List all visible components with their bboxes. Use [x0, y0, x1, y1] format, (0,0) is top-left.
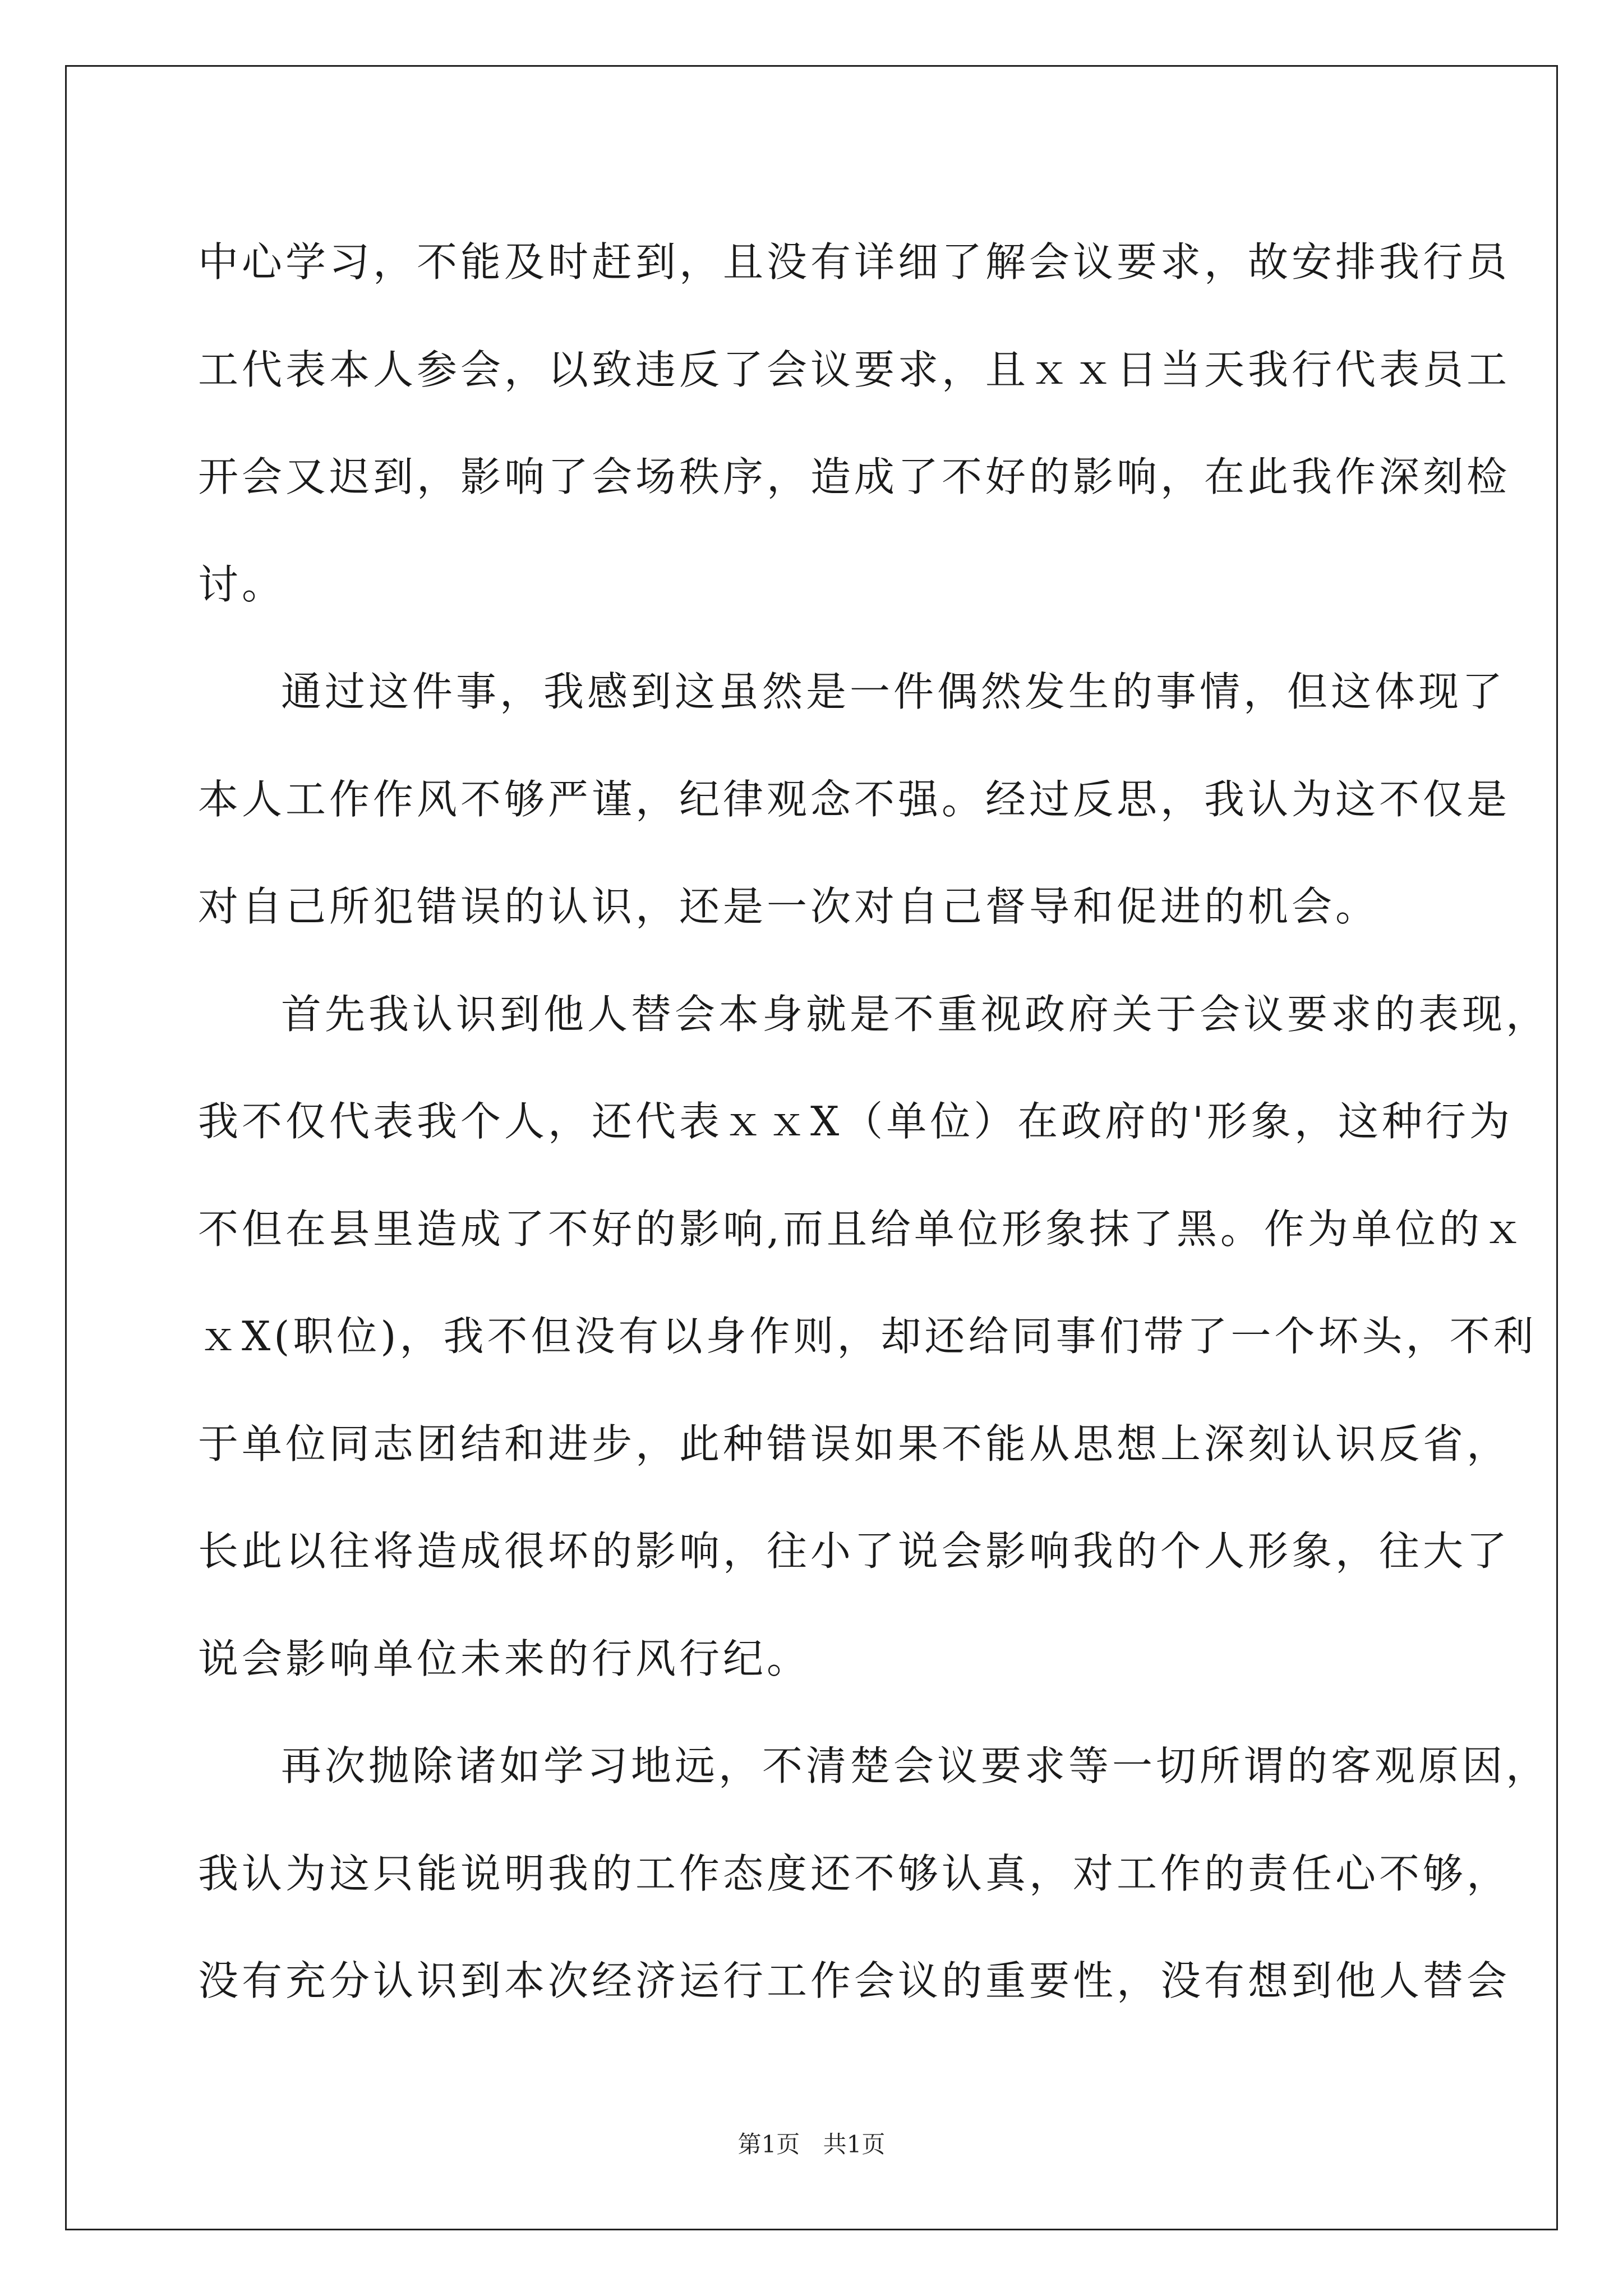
text-line: 我认为这只能说明我的工作态度还不够认真，对工作的责任心不够，	[198, 1849, 1511, 1897]
page-total: 共1页	[823, 2131, 886, 2158]
document-body	[198, 209, 1550, 2035]
text-line: 开会又迟到，影响了会场秩序，造成了不好的影响，在此我作深刻检	[198, 453, 1511, 500]
text-line: 长此以往将造成很坏的影响，往小了说会影响我的个人形象，往大了	[198, 1527, 1511, 1575]
paragraph-start-line: 首先我认识到他人替会本身就是不重视政府关于会议要求的表现，	[281, 990, 1550, 1038]
paragraph-start-line: 再次抛除诸如学习地远，不清楚会议要求等一切所谓的客观原因，	[281, 1742, 1550, 1789]
text-line: 不但在县里造成了不好的影响,而且给单位形象抹了黑。作为单位的ｘ	[198, 1205, 1527, 1253]
text-line: 我不仅代表我个人，还代表ｘｘX（单位）在政府的'形象，这种行为	[198, 1098, 1514, 1145]
text-line: 说会影响单位未来的行风行纪。	[198, 1635, 811, 1682]
text-line: 本人工作作风不够严谨，纪律观念不强。经过反思，我认为这不仅是	[198, 775, 1511, 823]
text-line: 工代表本人参会，以致违反了会议要求，且ｘｘ日当天我行代表员工	[198, 346, 1511, 393]
text-line: 中心学习，不能及时赶到，且没有详细了解会议要求，故安排我行员	[198, 238, 1511, 286]
text-line: ｘX(职位)，我不但没有以身作则，却还给同事们带了一个坏头，不利	[198, 1313, 1537, 1360]
paragraph-start-line: 通过这件事，我感到这虽然是一件偶然发生的事情，但这体现了	[281, 668, 1506, 715]
text-line: 没有充分认识到本次经济运行工作会议的重要性，没有想到他人替会	[198, 1957, 1511, 2004]
page-number: 第1页	[737, 2131, 800, 2158]
text-line: 讨。	[198, 560, 286, 608]
text-line: 于单位同志团结和进步，此种错误如果不能从思想上深刻认识反省，	[198, 1420, 1511, 1467]
page-footer	[0, 2126, 1623, 2160]
text-line: 对自己所犯错误的认识，还是一次对自己督导和促进的机会。	[198, 883, 1380, 930]
